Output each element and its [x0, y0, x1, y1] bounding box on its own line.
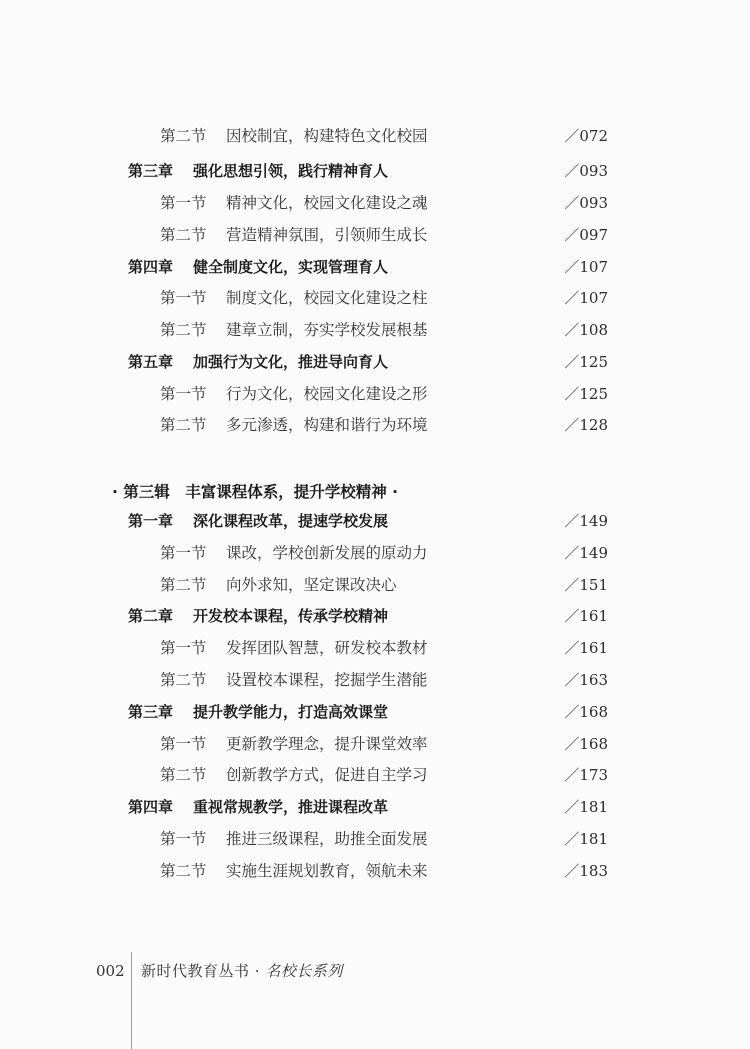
toc-entry-label: 第二节	[160, 671, 207, 689]
toc-entry-title: 建章立制，夯实学校发展根基	[226, 321, 428, 339]
toc-entry-page: ／149	[564, 512, 608, 530]
toc-entry-page: ／093	[564, 162, 608, 180]
toc-entry-chapter[interactable]	[0, 600, 750, 632]
toc-entry-section[interactable]	[0, 120, 750, 152]
toc-entry-label: 第二章	[128, 607, 174, 625]
toc-entry-page: ／183	[564, 862, 608, 880]
toc-entry-chapter[interactable]	[0, 346, 750, 378]
toc-entry-page: ／161	[564, 607, 608, 625]
toc-entry-page: ／097	[564, 226, 608, 244]
toc-entry-title: 实施生涯规划教育，领航未来	[226, 862, 428, 880]
toc-entry-page: ／181	[564, 798, 608, 816]
toc-entry-label: 第二节	[160, 766, 207, 784]
series-subtitle: 名校长系列	[265, 962, 343, 980]
toc-entry-label: 第五章	[128, 353, 174, 371]
toc-entry-page: ／128	[564, 416, 608, 434]
toc-entry-section[interactable]	[0, 759, 750, 791]
toc-entry-title: 设置校本课程，挖掘学生潜能	[226, 671, 428, 689]
toc-entry-title: 提升教学能力，打造高效课堂	[193, 703, 389, 721]
toc-entry-section[interactable]	[0, 378, 750, 410]
toc-entry-section[interactable]	[0, 855, 750, 887]
toc-entry-section[interactable]	[0, 314, 750, 346]
toc-entry-title: 深化课程改革，提速学校发展	[193, 512, 389, 530]
toc-entry-label: 第一节	[160, 544, 207, 562]
toc-entry-page: ／093	[564, 194, 608, 212]
toc-entry-title: 更新教学理念，提升课堂效率	[226, 735, 428, 753]
toc-entry-label: 第四章	[128, 258, 174, 276]
toc-entry-label: 第一节	[160, 830, 207, 848]
toc-entry-page: ／173	[564, 766, 608, 784]
toc-entry-label: 第一节	[160, 194, 207, 212]
toc-entry-title: 向外求知，坚定课改决心	[226, 576, 397, 594]
toc-entry-section[interactable]	[0, 219, 750, 251]
toc-entry-label: 第二节	[160, 127, 207, 145]
toc-entry-section[interactable]	[0, 664, 750, 696]
toc-entry-label: 第二节	[160, 321, 207, 339]
series-separator: ·	[254, 962, 261, 980]
footer-divider	[131, 952, 132, 1049]
page-number: 002	[96, 962, 125, 980]
toc-entry-label: 第二节	[160, 862, 207, 880]
toc-entry-title: 开发校本课程，传承学校精神	[193, 607, 389, 625]
toc-entry-label: 第四章	[128, 798, 174, 816]
toc-entry-section[interactable]	[0, 569, 750, 601]
toc-entry-title: 营造精神氛围，引领师生成长	[226, 226, 428, 244]
toc-entry-title: 发挥团队智慧，研发校本教材	[226, 639, 428, 657]
toc-entry-section[interactable]	[0, 187, 750, 219]
part-heading[interactable]: · 第三辑 丰富课程体系，提升学校精神 ·	[112, 483, 399, 501]
toc-entry-label: 第二节	[160, 226, 207, 244]
toc-entry-page: ／072	[564, 127, 608, 145]
toc-entry-label: 第一节	[160, 289, 207, 307]
toc-entry-chapter[interactable]	[0, 251, 750, 283]
toc-entry-title: 行为文化，校园文化建设之形	[226, 385, 428, 403]
toc-entry-label: 第一节	[160, 385, 207, 403]
toc-entry-title: 创新教学方式，促进自主学习	[226, 766, 428, 784]
toc-entry-section[interactable]	[0, 282, 750, 314]
toc-entry-title: 重视常规教学，推进课程改革	[193, 798, 389, 816]
toc-entry-page: ／181	[564, 830, 608, 848]
toc-entry-section[interactable]	[0, 537, 750, 569]
toc-entry-label: 第一节	[160, 639, 207, 657]
series-title	[141, 961, 343, 981]
toc-entry-title: 精神文化，校园文化建设之魂	[226, 194, 428, 212]
toc-entry-label: 第三章	[128, 162, 174, 180]
toc-entry-label: 第二节	[160, 576, 207, 594]
toc-entry-title: 课改，学校创新发展的原动力	[226, 544, 428, 562]
toc-entry-title: 健全制度文化，实现管理育人	[193, 258, 389, 276]
toc-entry-chapter[interactable]	[0, 791, 750, 823]
toc-entry-chapter[interactable]	[0, 505, 750, 537]
toc-entry-page: ／161	[564, 639, 608, 657]
toc-entry-title: 多元渗透，构建和谐行为环境	[226, 416, 428, 434]
toc-entry-page: ／107	[564, 289, 608, 307]
toc-entry-page: ／125	[564, 353, 608, 371]
toc-entry-section[interactable]	[0, 409, 750, 441]
toc-entry-page: ／168	[564, 703, 608, 721]
toc-entry-page: ／108	[564, 321, 608, 339]
toc-entry-chapter[interactable]	[0, 696, 750, 728]
toc-entry-title: 强化思想引领，践行精神育人	[193, 162, 389, 180]
toc-entry-title: 因校制宜，构建特色文化校园	[226, 127, 428, 145]
toc-entry-label: 第一节	[160, 735, 207, 753]
toc-entry-label: 第二节	[160, 416, 207, 434]
toc-entry-title: 加强行为文化，推进导向育人	[193, 353, 389, 371]
toc-entry-page: ／149	[564, 544, 608, 562]
toc-entry-section[interactable]	[0, 823, 750, 855]
toc-entry-chapter[interactable]	[0, 155, 750, 187]
toc-entry-section[interactable]	[0, 728, 750, 760]
toc-entry-label: 第三章	[128, 703, 174, 721]
toc-entry-page: ／163	[564, 671, 608, 689]
toc-entry-section[interactable]	[0, 632, 750, 664]
series-title-main: 新时代教育丛书	[141, 962, 250, 980]
toc-entry-page: ／125	[564, 385, 608, 403]
toc-entry-title: 制度文化，校园文化建设之柱	[226, 289, 428, 307]
toc-entry-page: ／107	[564, 258, 608, 276]
toc-entry-page: ／168	[564, 735, 608, 753]
toc-entry-page: ／151	[564, 576, 608, 594]
toc-entry-label: 第一章	[128, 512, 174, 530]
toc-entry-title: 推进三级课程，助推全面发展	[226, 830, 428, 848]
